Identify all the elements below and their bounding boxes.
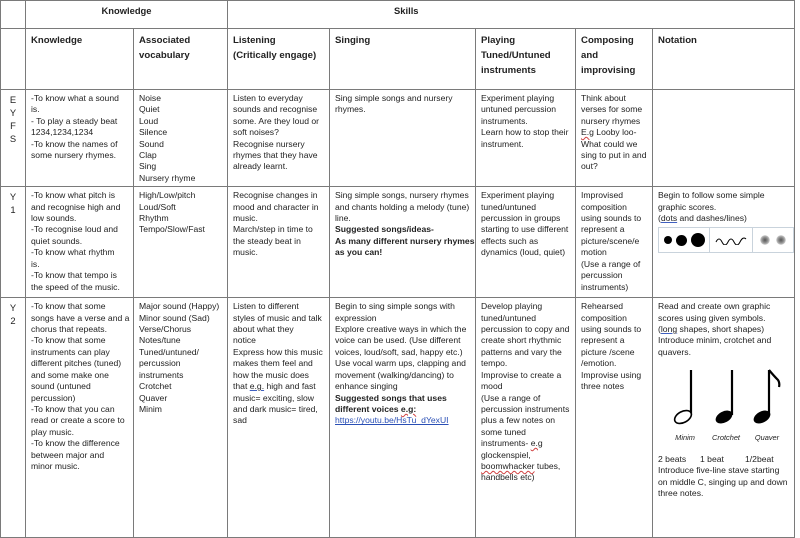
text-line: composition <box>581 312 627 323</box>
text-line: starting to use different <box>481 224 569 235</box>
text-line: is. <box>31 258 40 269</box>
text-line: Sound <box>139 138 164 149</box>
notation-text-tail <box>658 465 789 499</box>
text-line: (Use a range of <box>481 392 541 403</box>
group-header-row <box>1 1 795 29</box>
text-line: Sing simple songs, nursery rhymes <box>335 190 469 201</box>
text-line: Begin to sing simple songs with <box>335 301 455 312</box>
text-line: sound (untuned <box>31 381 91 392</box>
row-label-y2 <box>1 298 26 538</box>
text-fragment: and dashes/lines) <box>677 213 747 224</box>
note-label: Crotchet <box>712 433 740 443</box>
text-line: Rehearsed <box>581 301 624 312</box>
text-line: -To know that some <box>31 335 106 346</box>
text-line: Learn how to stop their <box>481 127 569 138</box>
text-line: line. <box>335 213 351 224</box>
text-line: glockenspiel, <box>481 449 531 460</box>
col-header-vocabulary-line: Associated <box>139 35 191 46</box>
col-header-playing <box>476 29 576 90</box>
cell-playing <box>476 90 576 187</box>
text-line: March/step in time to <box>233 224 313 235</box>
notation-text <box>658 190 789 213</box>
text-line: motion <box>581 247 607 258</box>
text-line: music. <box>233 247 258 258</box>
text-line: using sounds to <box>581 213 642 224</box>
note-label: Quaver <box>754 433 780 443</box>
text-line: Verse/Chorus <box>139 324 192 335</box>
text-line: Introduce minim, crotchet and <box>658 335 772 346</box>
text-line: Improvise to create a <box>481 369 562 380</box>
cell-listening <box>228 298 330 538</box>
small-dot <box>664 236 672 244</box>
text-line: What could we <box>581 138 638 149</box>
sparkle <box>776 235 786 245</box>
text-line: music. <box>233 213 258 224</box>
col-header-singing: Singing <box>330 29 476 90</box>
col-header-composing-line: improvising <box>581 65 636 77</box>
playing-text <box>481 301 570 438</box>
text-line: percussion in groups <box>481 213 561 224</box>
text-line: Y <box>9 191 17 203</box>
text-line: Silence <box>139 127 168 138</box>
notation-text <box>658 301 789 324</box>
text-line: scores using given symbols. <box>658 312 766 323</box>
text-line: - To play a steady beat <box>31 115 118 126</box>
text-line: quiet sounds. <box>31 235 83 246</box>
text-line: verses for some <box>581 104 643 115</box>
text-line: mood <box>481 381 503 392</box>
text-fragment: ( <box>658 213 661 224</box>
text-line: High/Low/pitch <box>139 190 196 201</box>
text-line: instruments <box>139 369 184 380</box>
text-line: Listen to different <box>233 301 299 312</box>
text-line: rhymes that they have <box>233 150 318 161</box>
text-line: Read and create own graphic <box>658 301 771 312</box>
text-line: tuned/untuned <box>481 201 536 212</box>
text-line: three notes <box>581 381 625 392</box>
text-line: about what they <box>233 324 294 335</box>
text-line <box>335 404 470 415</box>
quaver-note <box>752 368 782 443</box>
wavy-line-icon <box>710 228 753 252</box>
text-line: Quiet <box>139 104 160 115</box>
text-line: and chants holding a melody (tune) <box>335 201 470 212</box>
minim-icon <box>670 368 700 426</box>
cell-notation <box>653 90 795 187</box>
text-line: graphic scores. <box>658 201 717 212</box>
text-line: -To know the difference <box>31 438 120 449</box>
grammar-word: dots <box>660 213 678 224</box>
text-line: play music. <box>31 426 74 437</box>
text-line: mood and character in <box>233 201 319 212</box>
text-line: -To know what rhythm <box>31 247 115 258</box>
cell-notation <box>653 298 795 538</box>
text-line: Loud <box>139 115 159 126</box>
text-line: composition <box>581 201 627 212</box>
text-line: 1 <box>10 204 16 216</box>
text-line: represent a <box>581 335 625 346</box>
cell-vocabulary <box>134 90 228 187</box>
cell-singing <box>330 90 476 187</box>
text-fragment: tubes, <box>534 460 561 471</box>
text-line: is. <box>31 104 40 115</box>
minim-note <box>670 368 700 443</box>
col-header-listening <box>228 29 330 90</box>
col-header-vocabulary-line: vocabulary <box>139 50 190 62</box>
text-fragment: ( <box>658 324 661 335</box>
text-line: Notes/tune <box>139 335 181 346</box>
text-line: Recognise nursery <box>233 138 305 149</box>
text-line: percussion to copy and <box>481 324 570 335</box>
text-line: E <box>9 94 17 105</box>
text-line: -To know that you can <box>31 403 115 414</box>
row-label-y1 <box>1 187 26 298</box>
text-line <box>658 213 789 224</box>
spellcheck-word: boomwhacker <box>481 460 535 471</box>
text-line: Think about <box>581 93 626 103</box>
text-line: Develop playing <box>481 301 543 312</box>
sparkles-icon <box>753 228 793 252</box>
text-line: Y <box>9 302 17 314</box>
text-line: enhance singing <box>335 381 398 392</box>
text-line: create short rhythmic <box>481 335 562 346</box>
text-fragment: that <box>233 381 250 392</box>
text-line: Recognise changes in <box>233 190 318 201</box>
text-line: makes them feel and <box>233 358 313 369</box>
text-line: some nursery rhymes. <box>31 150 117 161</box>
text-line: out? <box>581 161 598 172</box>
text-line: different pitches (tuned) <box>31 358 122 369</box>
singing-text <box>335 190 470 224</box>
text-line: low sounds. <box>31 213 77 224</box>
group-header-skills <box>228 1 795 29</box>
text-line: Sing <box>139 161 157 172</box>
cell-playing <box>476 298 576 538</box>
text-line: Major sound (Happy) <box>139 301 220 312</box>
text-line: voices, loud/soft, sad, happy etc.) <box>335 346 463 357</box>
text-line: Minor sound (Sad) <box>139 312 210 323</box>
text-line: movement (walking/dancing) to <box>335 369 454 380</box>
text-line: As many different nursery rhymes <box>335 235 475 246</box>
text-line: music= exciting, slow <box>233 392 314 403</box>
text-line: minor music. <box>31 460 80 471</box>
text-line: some tuned <box>481 426 526 437</box>
text-line: how the music does <box>233 369 309 380</box>
text-fragment: shapes, short shapes) <box>677 324 765 335</box>
text-line: percussion instruments <box>481 403 570 414</box>
text-line: percussion <box>581 270 623 281</box>
note-label: Minim <box>675 433 695 443</box>
text-line: untuned percussion <box>481 104 557 115</box>
text-line: Loud/Soft <box>139 201 176 212</box>
text-line: Experiment playing <box>481 190 555 201</box>
text-line <box>658 324 789 335</box>
cell-playing <box>476 187 576 298</box>
cell-composing <box>576 90 653 187</box>
text-line: and recognise high and <box>31 201 121 212</box>
text-line: instruments. <box>481 115 528 126</box>
text-line: Explore creative ways in which the <box>335 324 467 335</box>
col-header-listening-line: (Critically engage) <box>233 50 317 62</box>
cell-singing <box>330 298 476 538</box>
text-line: three notes. <box>658 487 704 498</box>
text-fragment: high and fast <box>264 381 316 392</box>
note-symbols <box>670 368 782 443</box>
cell-notation <box>653 187 795 298</box>
text-line: (Use a range of <box>581 258 641 269</box>
text-line: Use vocal warm ups, clapping and <box>335 358 466 369</box>
spellcheck-word: e.g <box>530 438 543 449</box>
text-line: Nursery rhyme <box>139 172 196 183</box>
singing-text <box>335 301 470 392</box>
text-fragment: Looby loo- <box>593 127 637 138</box>
text-line: picture/scene/e <box>581 235 640 246</box>
cell-vocabulary <box>134 187 228 298</box>
text-line: 1234,1234,1234 <box>31 127 94 138</box>
text-line: Rhythm <box>139 213 169 224</box>
text-line: sing to put in and <box>581 150 647 161</box>
cell-knowledge <box>26 298 134 538</box>
cell-vocabulary <box>134 298 228 538</box>
beat-value-crotchet: 1 beat <box>700 453 724 464</box>
text-line: nursery rhymes <box>581 115 641 126</box>
text-line: instruments can play <box>31 346 110 357</box>
text-line: the steady beat in <box>233 235 301 246</box>
col-header-vocabulary <box>134 29 228 90</box>
col-header-composing-line: and <box>581 50 599 62</box>
large-dot <box>691 233 705 247</box>
text-line: Suggested songs/ideas- <box>335 224 434 235</box>
notation-text-more <box>658 335 789 358</box>
spellcheck-word: E.g <box>581 127 594 138</box>
text-line: Experiment playing <box>481 93 555 103</box>
cell-singing <box>330 187 476 298</box>
table-row-y1 <box>1 187 795 298</box>
growing-dots-icon <box>659 228 710 252</box>
text-line: between major and <box>31 449 105 460</box>
col-header-playing-line: Tuned/Untuned <box>481 50 551 62</box>
text-line: -To know what pitch is <box>31 190 116 201</box>
text-line: sad <box>233 415 247 426</box>
text-line: as you can! <box>335 247 383 258</box>
text-line: sounds and recognise <box>233 104 318 115</box>
text-line: -To know what a sound <box>31 93 119 103</box>
group-header-knowledge: Knowledge <box>26 1 228 29</box>
text-line: on middle C, singing up and down <box>658 476 788 487</box>
cell-knowledge <box>26 187 134 298</box>
cell-composing <box>576 298 653 538</box>
text-line: chorus that repeats. <box>31 324 107 335</box>
text-line <box>481 438 570 449</box>
text-line: rhymes. <box>335 104 366 115</box>
grammar-word: e.g. <box>249 381 265 392</box>
text-line: represent a <box>581 224 625 235</box>
text-line: -To recognise loud and <box>31 224 118 235</box>
suggested-songs <box>335 224 475 258</box>
text-line: effects such as <box>481 235 539 246</box>
grammar-word: long <box>660 324 678 335</box>
cell-knowledge <box>26 90 134 187</box>
text-line: Crotchet <box>139 381 172 392</box>
text-line: percussion <box>139 358 181 369</box>
col-header-playing-line: Playing <box>481 35 516 46</box>
text-line: Listen to everyday <box>233 93 303 103</box>
text-line: voice can be used. (Use different <box>335 335 461 346</box>
text-line: already learnt. <box>233 161 288 172</box>
cell-listening <box>228 90 330 187</box>
listening-text <box>233 301 324 381</box>
text-line: styles of music and talk <box>233 312 322 323</box>
graphic-score-example <box>658 227 794 253</box>
text-line: patterns and vary the <box>481 346 562 357</box>
text-line: Noise <box>139 93 161 103</box>
text-fragment: different voices <box>335 403 401 414</box>
table-row-y2 <box>1 298 795 538</box>
text-line: percussion) <box>31 392 76 403</box>
text-fragment: instruments- <box>481 438 531 449</box>
text-line: some. Are they loud or <box>233 115 319 126</box>
col-header-notation: Notation <box>653 29 795 90</box>
crotchet-note <box>711 368 741 443</box>
text-line: the speed of the music. <box>31 281 120 292</box>
text-line: soft noises? <box>233 127 279 138</box>
youtube-link[interactable]: https://youtu.be/HsTu_dYexUI <box>335 415 449 426</box>
text-line: Y <box>9 107 17 118</box>
sparkle <box>760 235 770 245</box>
beat-value-quaver: 1/2beat <box>745 453 774 464</box>
text-line: instrument. <box>481 138 524 149</box>
text-line: Improvise using <box>581 369 642 380</box>
text-line: Quaver <box>139 392 168 403</box>
text-line: -To know the names of <box>31 138 118 149</box>
crotchet-icon <box>711 368 741 426</box>
text-line: instruments) <box>581 281 629 292</box>
text-line: Improvised <box>581 190 624 201</box>
spellcheck-word: e.g: <box>400 403 417 414</box>
medium-dot <box>676 235 687 246</box>
text-line: songs have a verse and a <box>31 312 130 323</box>
text-line: handbells etc) <box>481 472 535 483</box>
text-line: Tuned/untuned/ <box>139 346 199 357</box>
col-header-knowledge: Knowledge <box>26 29 134 90</box>
col-header-composing <box>576 29 653 90</box>
col-header-composing-line: Composing <box>581 35 634 46</box>
text-line: Express how this music <box>233 346 323 357</box>
text-line: F <box>10 120 16 131</box>
text-line: Minim <box>139 403 162 414</box>
cell-listening <box>228 187 330 298</box>
beat-values <box>658 454 789 465</box>
text-line: 2 <box>10 315 16 327</box>
text-line: /emotion. <box>581 358 617 369</box>
text-line: Clap <box>139 150 157 161</box>
text-line: Introduce five-line stave starting <box>658 465 780 476</box>
text-line: Begin to follow some simple <box>658 190 765 201</box>
text-line: tuned/untuned <box>481 312 536 323</box>
text-line: expression <box>335 312 377 323</box>
text-line: and dark music= tired, <box>233 403 318 414</box>
col-header-listening-line: Listening <box>233 35 276 46</box>
text-line: -To know that tempo is <box>31 270 117 281</box>
text-line: picture /scene <box>581 346 635 357</box>
text-line: notice <box>233 335 256 346</box>
text-line <box>581 127 647 138</box>
col-header-playing-line: instruments <box>481 65 536 77</box>
text-line: quavers. <box>658 346 691 357</box>
row-label-header <box>1 29 26 90</box>
text-line: tempo. <box>481 358 508 369</box>
text-line: S <box>9 133 17 144</box>
text-line: -To know that some <box>31 301 106 312</box>
text-line: read or create a score to <box>31 415 125 426</box>
cell-composing <box>576 187 653 298</box>
table-row-eyfs <box>1 90 795 187</box>
text-line: plus a few notes on <box>481 415 556 426</box>
suggested-songs-heading: Suggested songs that uses <box>335 392 447 403</box>
skills-label: Skills <box>394 5 419 16</box>
text-line: using sounds to <box>581 324 642 335</box>
text-line: Sing simple songs and nursery <box>335 93 453 103</box>
listening-text-tail <box>233 393 324 427</box>
text-line: dynamics (loud, quiet) <box>481 247 566 258</box>
text-line: and some make one <box>31 369 109 380</box>
text-line: Tempo/Slow/Fast <box>139 224 205 235</box>
beat-value-minim: 2 beats <box>658 453 687 464</box>
text-line <box>481 461 570 472</box>
text-line <box>233 381 324 392</box>
quaver-icon <box>752 368 782 426</box>
column-header-row <box>1 29 795 90</box>
row-label-eyfs <box>1 90 26 187</box>
corner-cell <box>1 1 26 29</box>
